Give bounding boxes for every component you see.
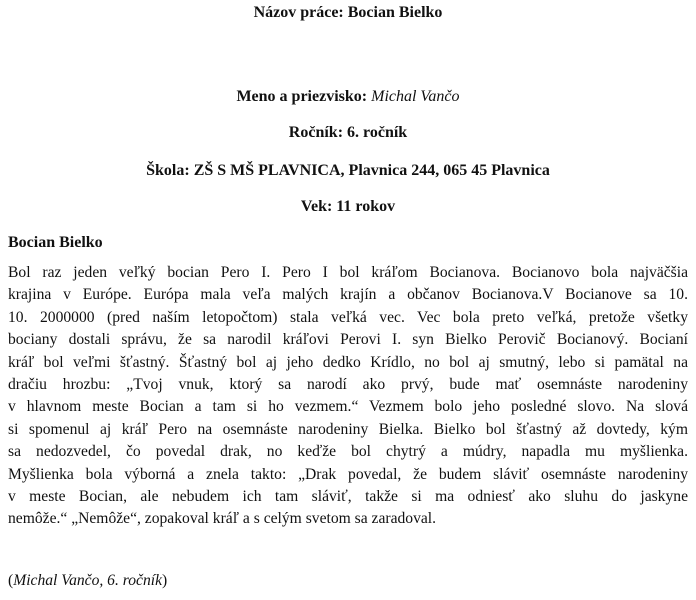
school-label: Škola: — [146, 162, 190, 179]
story-body — [8, 262, 688, 531]
author-name-label: Meno a priezvisko: — [236, 88, 368, 105]
author-signature — [8, 572, 167, 590]
story-line: Myšlienka bola výborná a znela takto: „Drak povedal, že budem sláviť osemnáste narodeniny — [8, 465, 688, 483]
story-line: v meste Bocian, ale nebudem ich tam sláviť, takže si ma odniesť ako sluhu do jaskyne — [8, 487, 688, 505]
story-line: Bol raz jeden veľký bocian Pero I. Pero I bol kráľom Bocianova. Bocianovo bola najväčšia — [8, 264, 688, 281]
work-title-line — [0, 4, 696, 22]
grade-label: Ročník: — [288, 124, 344, 141]
signature-text: Michal Vančo, 6. ročník — [13, 572, 163, 589]
school-line — [0, 162, 696, 180]
age-value: 11 rokov — [336, 198, 396, 215]
signature-close-paren: ) — [162, 572, 168, 589]
story-line: v hlavnom meste Bocian a tam si ho vezmem.“ Vezmem bolo jeho posledné slovo. Na slová — [8, 398, 688, 416]
story-line: 10. 2000000 (pred naším letopočtom) stala veľká vec. Vec bola preto veľká, pretože všetky — [8, 308, 688, 326]
story-line: bociany dostali správu, že sa narodil kráľovi Perovi I. syn Bielko Perovič Bocianový. Bocianí — [8, 331, 688, 349]
story-line: kráľ bol veľmi šťastný. Šťastný bol aj jeho dedko Krídlo, no bol aj smutný, lebo si pamätal na — [8, 353, 688, 371]
story-line: nemôže.“ „Nemôže“, zopakoval kráľ a s celým svetom sa zaradoval. — [8, 510, 437, 528]
author-name-value: Michal Vančo — [371, 88, 460, 105]
story-line: si spomenul aj kráľ Pero na osemnáste narodeniny Bielka. Bielko bol šťastný až dovtedy, kým — [8, 420, 688, 438]
grade-value: 6. ročník — [347, 124, 408, 141]
grade-line — [0, 124, 696, 142]
story-heading: Bocian Bielko — [8, 234, 103, 251]
story-line: krajina v Európe. Európa mala veľa malých krajín a občanov Bocianova.V Bocianove sa 10. — [8, 286, 688, 304]
school-value: ZŠ S MŠ PLAVNICA, Plavnica 244, 065 45 Plavnica — [193, 162, 550, 179]
age-line — [0, 198, 696, 216]
story-line: dračiu hrozbu: „Tvoj vnuk, ktorý sa narodí ako prvý, bude mať osemnáste narodeniny — [8, 375, 688, 393]
work-title-label: Názov práce: — [253, 4, 344, 21]
story-line: sa nedozvedel, čo povedal drak, no keďže bol chytrý a múdry, napadla mu myšlienka. — [8, 443, 688, 461]
signature-open-paren: ( — [8, 572, 14, 589]
author-name-line — [0, 88, 696, 106]
age-label: Vek: — [300, 198, 333, 215]
work-title-value: Bocian Bielko — [347, 4, 443, 21]
